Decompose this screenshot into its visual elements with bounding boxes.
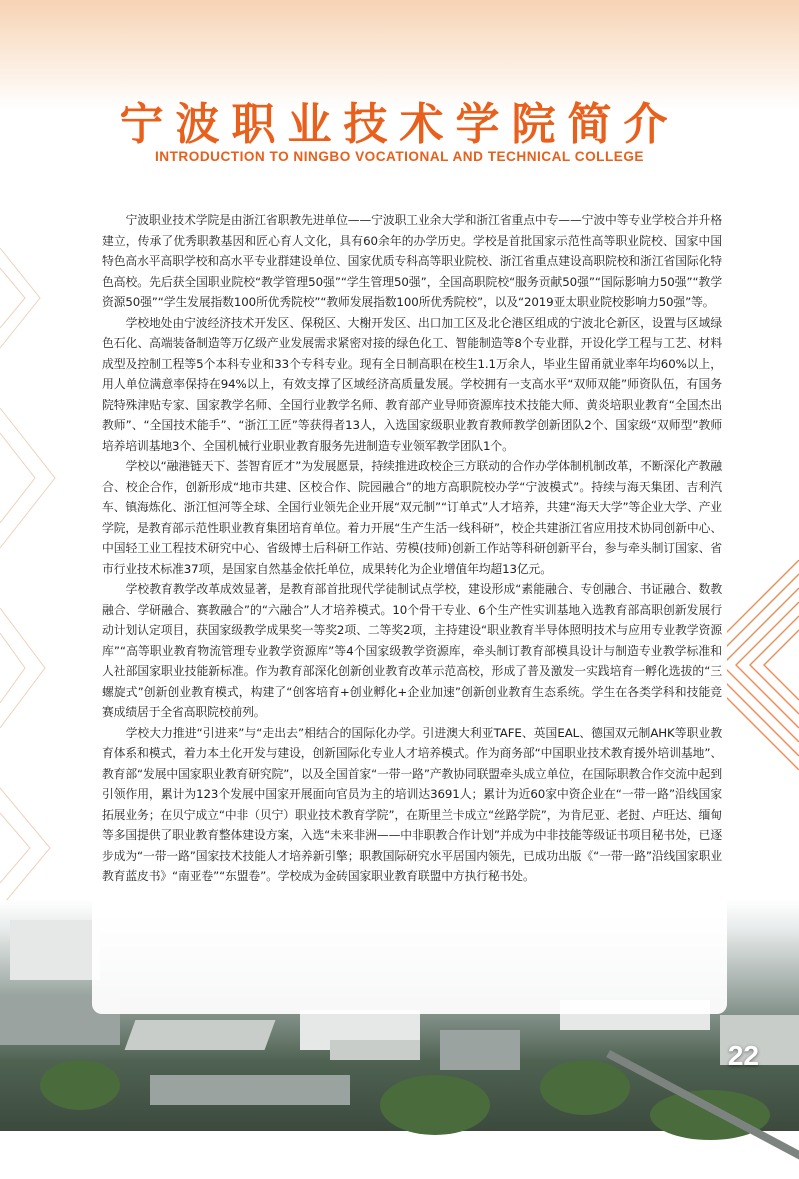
page-subtitle: INTRODUCTION TO NINGBO VOCATIONAL AND TECHNICAL COLLEGE	[155, 149, 644, 164]
paragraph: 学校以“融港链天下、荟智育匠才”为发展愿景，持续推进政校企三方联动的合作办学体制机制改革，不断深化产教融合、校企合作，创新形成“地市共建、区校合作、院园融合”的地方高职院校办学“宁波模式”。持续与海天集团、吉利汽车、镇海炼化、浙江恒河等全球、全国行业领先企业开展“双元制”“订单式”人才培养，共建“海天大学”等企业大学、产业学院，是教育部示范性职业教育集团培育单位。着力开展“生产生活一线科研”，校企共建浙江省应用技术协同创新中心、中国轻工业工程技术研究中心、省级博士后科研工作站、劳模(技师)创新工作站等科研创新平台，参与牵头制订国家、省市行业技术标准37项，是国家自然基金依托单位，成果转化为企业增值年均超13亿元。	[102, 459, 722, 576]
paragraph: 学校地处由宁波经济技术开发区、保税区、大榭开发区、出口加工区及北仑港区组成的宁波北仑新区，设置与区域绿色石化、高端装备制造等万亿级产业发展需求紧密对接的绿色化工、智能制造等8个专业群，开设化学工程与工艺、材料成型及控制工程等5个本科专业和33个专科专业。现有全日制高职在校生1.1万余人，毕业生留甬就业率年均60%以上，用人单位满意率保持在94%以上，有效支撑了区域经济高质量发展。学校拥有一支高水平“双师双能”师资队伍，有国务院特殊津贴专家、国家教学名师、全国行业教学名师、教育部产业导师资源库技术技能大师、黄炎培职业教育“全国杰出教师”、“全国技术能手”、“浙江工匠”等获得者13人，入选国家级职业教育教师教学创新团队2个、国家级“双师型”教师培养培训基地3个、全国机械行业职业教育服务先进制造专业领军教学团队1个。	[102, 315, 722, 453]
article-body	[102, 210, 722, 887]
paragraph: 学校教育教学改革成效显著，是教育部首批现代学徒制试点学校，建设形成“素能融合、专创融合、书证融合、数教融合、学研融合、赛教融合”的“六融合”人才培养模式。10个骨干专业、6个生产性实训基地入选教育部高职创新发展行动计划认定项目，获国家级教学成果奖一等奖2项、二等奖2项，主持建设“职业教育半导体照明技术与应用专业教学资源库”“高等职业教育物流管理专业教学资源库”等4个国家级教学资源库，牵头制订教育部模具设计与制造专业教学标准和人社部国家职业技能新标准。作为教育部深化创新创业教育改革示范高校，形成了普及激发一实践培育一孵化选拔的“三螺旋式”创新创业教育模式，构建了“创客培育+创业孵化+企业加速”创新创业教育生态系统。学生在各类学科和技能竞赛成绩居于全省高职院校前列。	[102, 582, 722, 719]
left-diamond-pattern	[0, 228, 90, 918]
paragraph: 宁波职业技术学院是由浙江省职教先进单位——宁波职工业余大学和浙江省重点中专——宁波中等专业学校合并升格建立，传承了优秀职教基因和匠心育人文化，具有60余年的办学历史。学校是首批国家示范性高等职业院校、国家中国特色高水平高职学校和高水平专业群建设单位、国家优质专科高等职业院校、浙江省重点建设高职院校和浙江省国际化特色高校。先后获全国职业院校“教学管理50强”“学生管理50强”，全国高职院校“服务贡献50强”“国际影响力50强”“教学资源50强”“学生发展指数100所优秀院校”“教师发展指数100所优秀院校”，以及“2019亚太职业院校影响力50强”等。	[102, 213, 722, 309]
paragraph: 学校大力推进“引进来”与“走出去”相结合的国际化办学。引进澳大利亚TAFE、英国EAL、德国双元制AHK等职业教育体系和模式，着力本土化开发与建设，创新国际化专业人才培养模式。作为商务部“中国职业技术教育援外培训基地”、教育部“发展中国家职业教育研究院”，以及全国首家“一带一路”产教协同联盟牵头成立单位，在国际职教合作交流中起到引领作用，累计为123个发展中国家开展面向官员为主的培训达3691人；累计为近60家中资企业在“一带一路”沿线国家拓展业务；在贝宁成立“中非（贝宁）职业技术教育学院”，在斯里兰卡成立“丝路学院”，为肯尼亚、老挝、卢旺达、缅甸等多国提供了职业教育整体建设方案，入选“未来非洲——中非职教合作计划”并成为中非技能等级证书项目秘书处，已逐步成为“一带一路”国家技术技能人才培养新引擎；职教国际研究水平居国内领先，已成功出版《“一带一路”沿线国家职业教育蓝皮书》“南亚卷”“东盟卷”。学校成为金砖国家职业教育联盟中方执行秘书处。	[102, 725, 722, 883]
page-title: 宁波职业技术学院简介	[119, 99, 680, 150]
page-number: 22	[727, 1040, 759, 1071]
